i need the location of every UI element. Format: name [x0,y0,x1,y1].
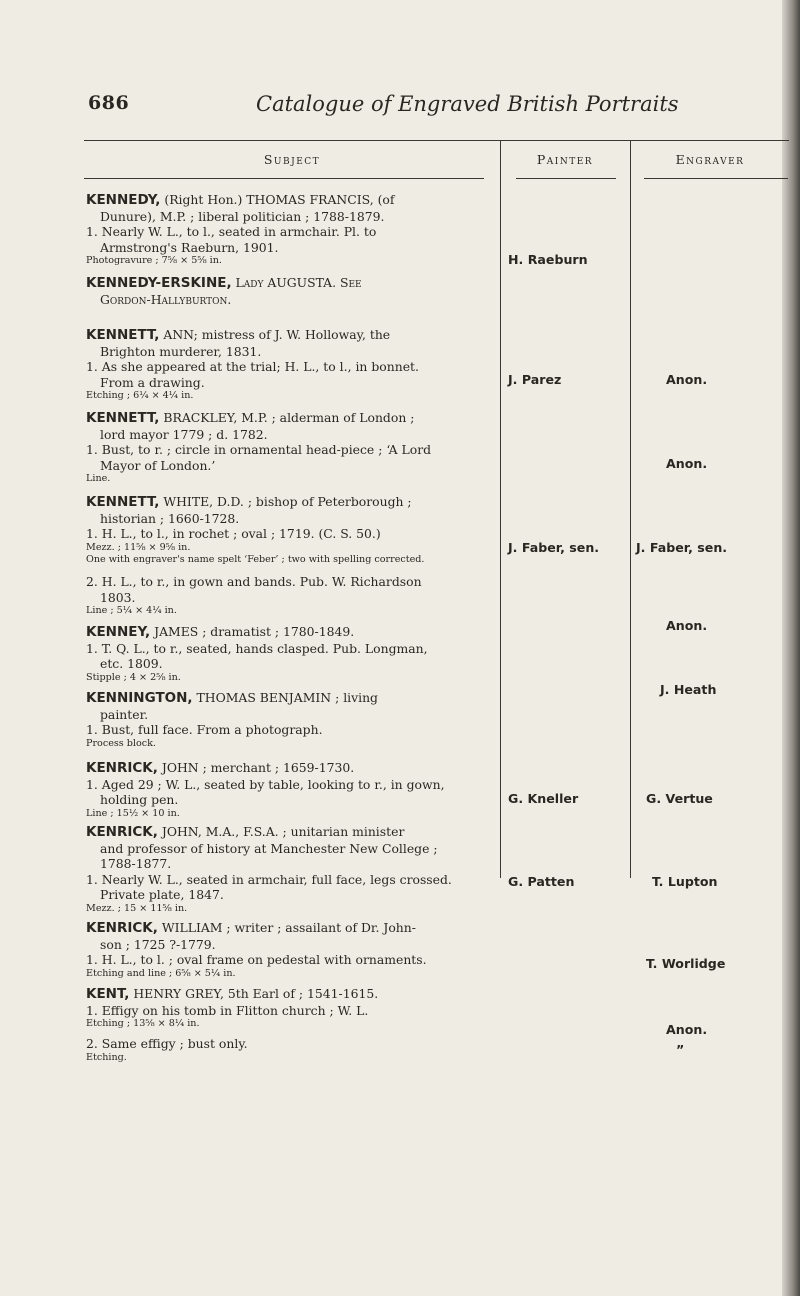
entry-line: (Right Hon.) THOMAS FRANCIS, (of [164,192,395,207]
engraver-cell: J. Heath [660,682,717,697]
entry-kent-2 [86,1036,498,1064]
painter-cell: G. Kneller [508,791,579,806]
entry-line: 1. As she appeared at the trial; H. L., to l., in bonnet. [86,359,419,374]
header-rule-subject [84,178,484,179]
entry-line: son ; 1725 ?-1779. [100,936,216,952]
page-number: 686 [88,92,130,114]
entry-name: KENT, [86,986,130,1002]
entry-line: JOHN ; merchant ; 1659-1730. [161,760,355,775]
entry-kenrick-william [86,920,498,980]
entry-line: 1. Nearly W. L., seated in armchair, full face, legs crossed. [86,871,452,887]
column-header-painter: Painter [536,152,594,167]
painter-cell: J. Faber, sen. [508,540,600,555]
entry-line: and professor of history at Manchester New College ; [100,840,438,856]
entry-note: Stipple ; 4 × 2⅝ in. [86,671,181,683]
entry-kennett-brackley [86,410,498,485]
entry-line: 1. Effigy on his tomb in Flitton church ; W. L. [86,1002,369,1018]
page-edge-shadow [782,0,800,1296]
entry-line: WHITE, D.D. ; bishop of Peterborough ; [163,494,412,509]
entry-name: KENNEY, [86,624,151,640]
entry-kennett-white-2 [86,574,498,617]
entry-note: Line ; 5¼ × 4¼ in. [86,605,177,616]
entry-line: painter. [100,706,149,722]
engraver-cell: T. Lupton [652,874,718,889]
entry-note: Etching. [86,1051,127,1063]
painter-cell: H. Raeburn [508,252,588,267]
entry-kennett-white [86,494,498,566]
engraver-cell: T. Worlidge [646,956,726,971]
entry-line: 1. H. L., to l., in rochet ; oval ; 1719. (C. S. 50.) [86,526,381,541]
entry-line: THOMAS BENJAMIN ; living [196,690,378,705]
entry-note: Mezz. ; 15 × 11⅝ in. [86,902,188,914]
entry-name: KENNEDY-ERSKINE, [86,275,232,291]
painter-cell: G. Patten [508,874,575,889]
entry-line: 1. Aged 29 ; W. L., seated by table, looking to r., in gown, [86,776,445,792]
entry-kenney [86,624,498,684]
entry-line: ANN; mistress of J. W. Holloway, the [163,327,391,342]
entry-line: Brighton murderer, 1831. [100,343,262,359]
engraver-cell: Anon. [666,1022,708,1037]
engraver-cell: Anon. [666,456,708,471]
entry-kennington [86,690,498,750]
column-divider-painter [500,140,501,878]
entry-name: KENNINGTON, [86,690,193,706]
entry-line: Mayor of London.’ [100,457,216,473]
entry-line: Armstrong's Raeburn, 1901. [100,239,279,255]
entry-line: WILLIAM ; writer ; assailant of Dr. John- [161,920,416,935]
entry-name: KENNETT, [86,410,160,426]
top-rule [84,140,789,141]
entry-note: Line. [86,473,111,484]
entry-line: lord mayor 1779 ; d. 1782. [100,426,268,442]
entry-line: JOHN, M.A., F.S.A. ; unitarian minister [161,824,405,839]
entry-note: Etching ; 13⅝ × 8¼ in. [86,1018,200,1029]
entry-name: KENRICK, [86,920,158,936]
entry-name: KENNETT, [86,327,160,343]
column-header-subject: Subject [263,152,321,167]
running-title: Catalogue of Engraved British Portraits [256,92,679,116]
entry-line: 1. T. Q. L., to r., seated, hands clasped. Pub. Longman, [86,640,428,656]
entry-line: 1. Bust, to r. ; circle in ornamental head-piece ; ‘A Lord [86,442,432,457]
entry-kennedy [86,192,498,267]
entry-note: Line ; 15½ × 10 in. [86,807,180,819]
entry-note: One with engraver's name spelt ‘Feber’ ; two with spelling corrected. [86,553,425,565]
entry-line: BRACKLEY, M.P. ; alderman of London ; [163,410,415,425]
entry-kennett-ann [86,327,498,402]
entry-name: KENNEDY, [86,192,161,208]
entry-line: HENRY GREY, 5th Earl of ; 1541-1615. [133,986,379,1001]
engraver-cell: Anon. [666,618,708,633]
entry-line: 1788-1877. [100,856,172,871]
column-header-engraver: Engraver [675,152,745,167]
entry-name: KENNETT, [86,494,160,510]
entry-note: Etching and line ; 6⅝ × 5¼ in. [86,967,236,979]
painter-cell: J. Parez [508,372,562,387]
entry-line: Gordon-Hallyburton. [100,291,232,307]
entry-line: 1. Nearly W. L., to l., seated in armchair. Pl. to [86,224,377,239]
entry-line: 1. H. L., to l. ; oval frame on pedestal with ornaments. [86,952,427,967]
entry-note: Mezz. ; 11⅝ × 9⅝ in. [86,541,191,553]
engraver-cell: G. Vertue [646,791,713,806]
entry-line: From a drawing. [100,374,205,390]
header-rule-engraver [644,178,788,179]
entry-kenrick-john-ma [86,824,498,915]
entry-line: 2. Same effigy ; bust only. [86,1036,248,1051]
engraver-cell: ” [676,1042,685,1057]
entry-name: KENRICK, [86,760,158,776]
entry-line: Lady AUGUSTA. See [235,275,362,290]
entry-line: holding pen. [100,792,179,807]
entry-note: Process block. [86,737,156,749]
entry-line: 2. H. L., to r., in gown and bands. Pub. W. Richardson [86,574,422,589]
entry-line: 1803. [100,589,136,605]
entry-line: historian ; 1660-1728. [100,510,240,526]
entry-line: etc. 1809. [100,656,163,671]
engraver-cell: Anon. [666,372,708,387]
header-rule-painter [516,178,616,179]
entry-note: Etching ; 6¼ × 4¼ in. [86,390,194,401]
entry-line: Private plate, 1847. [100,887,224,902]
entry-line: 1. Bust, full face. From a photograph. [86,722,323,737]
entry-kent [86,986,498,1030]
engraver-cell: J. Faber, sen. [636,540,728,555]
entry-note: Photogravure ; 7⅝ × 5⅝ in. [86,255,222,266]
entry-line: Dunure), M.P. ; liberal politician ; 1788-1879. [100,208,385,224]
entry-name: KENRICK, [86,824,158,840]
column-divider-engraver [630,140,631,878]
entry-line: JAMES ; dramatist ; 1780-1849. [154,624,355,639]
entry-kenrick-john [86,760,498,820]
entry-kennedy-erskine [86,275,498,307]
